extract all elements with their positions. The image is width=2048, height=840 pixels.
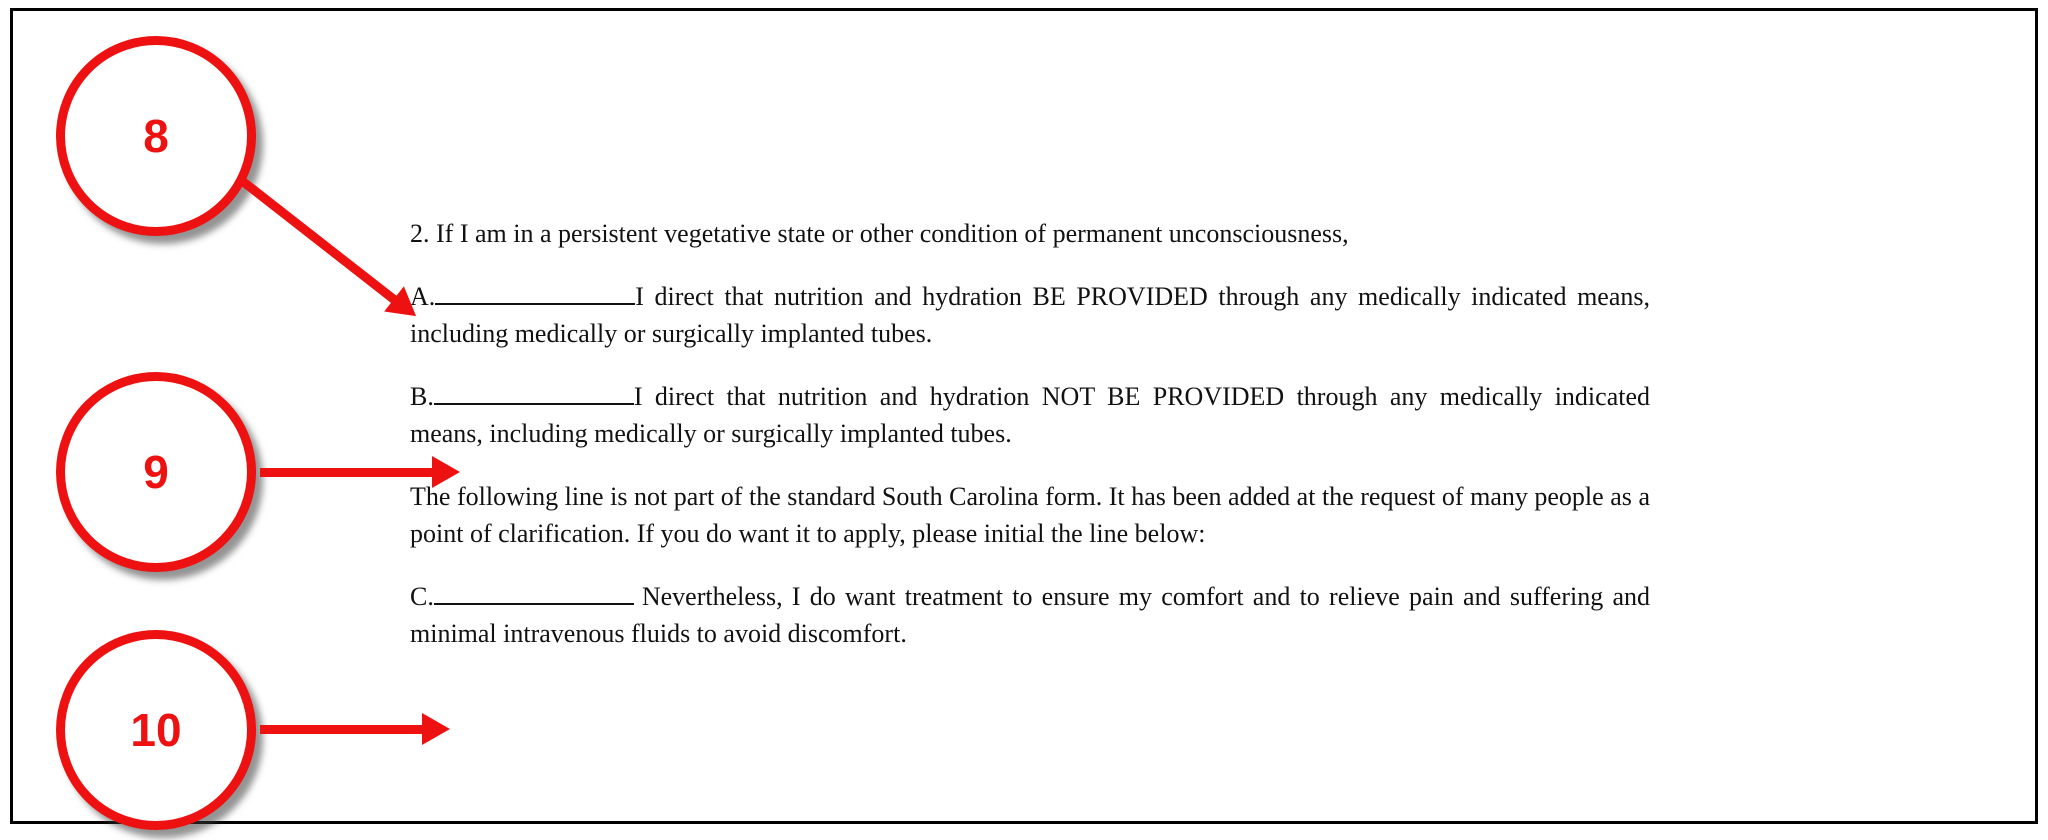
option-c-label: C.	[410, 582, 434, 611]
option-c-text: Nevertheless, I do want treatment to ensure my comfort and to relieve pain and suffering and minimal intravenous fluids to avoid discomfort.	[410, 582, 1650, 648]
callout-arrow-10	[260, 712, 460, 746]
option-c-blank[interactable]	[434, 583, 634, 605]
option-b-text: I direct that nutrition and hydration NOT BE PROVIDED through any medically indicated means, including medically or surgically implanted tubes.	[410, 382, 1650, 448]
option-a-text: I direct that nutrition and hydration BE PROVIDED through any medically indicated means, including medically or surgically implanted tubes.	[410, 282, 1650, 348]
document-body	[410, 215, 1650, 652]
option-b-blank[interactable]	[434, 383, 634, 405]
paragraph-note: The following line is not part of the standard South Carolina form. It has been added at the request of many people as a point of clarification. If you do want it to apply, please initial the line below:	[410, 482, 1650, 548]
paragraph-option-a	[410, 278, 1650, 352]
arrow-head	[432, 456, 460, 488]
arrow-shaft	[260, 468, 438, 477]
arrow-head	[422, 713, 450, 745]
callout-badge-9: 9	[56, 372, 256, 572]
callout-badge-8: 8	[56, 36, 256, 236]
paragraph-item-2-heading: 2. If I am in a persistent vegetative state or other condition of permanent unconsciousness,	[410, 219, 1349, 248]
callout-badge-10: 10	[56, 630, 256, 830]
option-a-blank[interactable]	[435, 283, 635, 305]
paragraph-option-b	[410, 378, 1650, 452]
arrow-shaft	[260, 725, 428, 734]
option-b-label: B.	[410, 382, 434, 411]
callout-arrow-9	[260, 455, 470, 489]
paragraph-option-c	[410, 578, 1650, 652]
option-a-label: A.	[410, 282, 436, 311]
